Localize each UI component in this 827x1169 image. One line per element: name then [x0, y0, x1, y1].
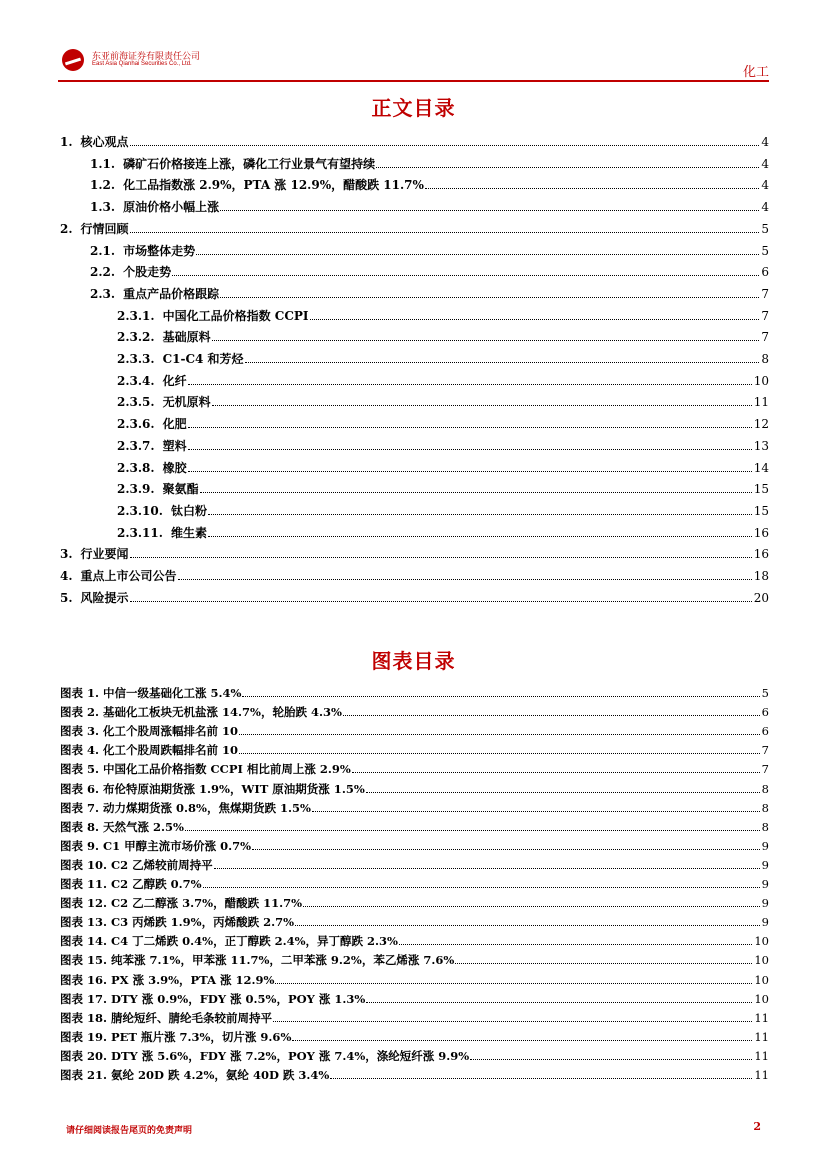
dot-leader [366, 1002, 752, 1003]
dot-leader [196, 254, 759, 255]
toc-entry-page: 9 [761, 857, 769, 872]
toc-entry-number: 2.1. [90, 243, 116, 258]
dot-leader [239, 753, 760, 754]
toc-entry-page: 5 [761, 221, 769, 236]
toc-entry-number: 图表 3. [60, 724, 100, 739]
toc-entry-page: 10 [754, 934, 769, 949]
toc-entry-title: DTY 涨 0.9%，FDY 涨 0.5%，POY 涨 1.3% [111, 991, 366, 1006]
dot-leader [470, 1059, 752, 1060]
dot-leader [200, 492, 752, 493]
toc-entry-page: 14 [753, 460, 769, 475]
dot-leader [208, 514, 752, 515]
toc-entry[interactable] [90, 259, 769, 279]
toc-entry-title: C1-C4 和芳烃 [162, 352, 244, 366]
dot-leader [188, 449, 752, 450]
toc-entry-page: 6 [761, 724, 769, 739]
dot-leader [130, 232, 760, 233]
toc-entry-page: 16 [753, 547, 769, 562]
toc-entry[interactable] [117, 389, 769, 409]
figure-toc-entry[interactable] [60, 699, 769, 719]
toc-entry-number: 图表 2. [60, 705, 100, 720]
toc-entry-number: 图表 18. [60, 1010, 108, 1025]
dot-leader [310, 319, 760, 320]
toc-entry-title: 个股走势 [123, 265, 172, 280]
toc-entry[interactable] [90, 172, 769, 192]
toc-entry-title: C2 乙二醇涨 3.7%，醋酸跌 11.7% [111, 896, 303, 911]
dot-leader [212, 340, 760, 341]
company-name: 东亚前海证券有限责任公司 [92, 52, 201, 62]
dot-leader [203, 887, 760, 888]
figure-toc-entry[interactable] [60, 1062, 769, 1082]
toc-entry-number: 2.3.10. [117, 503, 163, 518]
toc-entry-page: 5 [761, 243, 769, 258]
toc-entry-number: 1. [60, 135, 73, 149]
company-logo-icon [62, 49, 84, 71]
toc-entry-title: 塑料 [162, 438, 187, 453]
toc-entry-number: 4. [60, 569, 73, 583]
toc-entry-number: 图表 21. [60, 1068, 108, 1082]
toc-entry-title: 基础化工板块无机盐涨 14.7%，轮胎跌 4.3% [103, 705, 342, 720]
dot-leader [214, 868, 760, 869]
toc-entry-title: 风险提示 [80, 590, 129, 605]
toc-entry-page: 11 [754, 1048, 769, 1063]
toc-entry[interactable] [117, 411, 769, 431]
toc-entry[interactable] [117, 303, 769, 323]
toc-entry-title: 中国化工品价格指数 CCPI 相比前周上涨 2.9% [103, 762, 351, 777]
toc-entry-number: 5. [60, 590, 73, 605]
toc-entry-page: 8 [761, 781, 769, 796]
toc-entry-title: 基础原料 [162, 330, 211, 345]
toc-entry-page: 8 [761, 819, 769, 834]
toc-entry-page: 10 [753, 373, 769, 388]
toc-entry-title: PX 涨 3.9%，PTA 涨 12.9% [111, 972, 275, 987]
toc-entry-number: 图表 6. [60, 781, 100, 796]
dot-leader [188, 384, 752, 385]
toc-entry-page: 8 [761, 800, 769, 815]
dot-leader [352, 772, 760, 773]
figure-toc-entry[interactable] [60, 890, 769, 910]
dot-leader [130, 145, 760, 146]
dot-leader [220, 210, 759, 211]
toc-entry-title: 布伦特原油期货涨 1.9%，WIT 原油期货涨 1.5% [103, 781, 365, 796]
dot-leader [399, 944, 752, 945]
dot-leader [188, 427, 752, 428]
toc-entry-number: 2.3.2. [117, 330, 155, 345]
toc-entry[interactable] [90, 194, 769, 214]
dot-leader [376, 167, 759, 168]
dot-leader [425, 188, 759, 189]
figure-toc-entry[interactable] [60, 795, 769, 815]
toc-entry-number: 2.3.9. [117, 482, 155, 497]
dot-leader [252, 849, 760, 850]
toc-entry-title: 化肥 [162, 417, 187, 432]
toc-entry-page: 11 [754, 1029, 769, 1044]
toc-entry-page: 7 [761, 308, 769, 323]
main-toc-title: 正文目录 [371, 96, 456, 120]
toc-entry-number: 2.3.4. [117, 373, 155, 388]
figure-toc-entry[interactable] [60, 776, 769, 796]
toc-entry-title: 重点产品价格跟踪 [123, 286, 220, 301]
dot-leader [208, 536, 752, 537]
toc-entry-page: 4 [761, 135, 769, 149]
toc-entry-title: C1 甲醇主流市场价涨 0.7% [103, 838, 252, 853]
toc-entry-number: 2. [60, 221, 73, 236]
toc-entry-title: 化工品指数涨 2.9%，PTA 涨 12.9%，醋酸跌 11.7% [123, 178, 424, 193]
toc-entry-number: 2.3.5. [117, 395, 155, 410]
toc-entry-page: 15 [753, 482, 769, 497]
figure-toc-entry[interactable] [60, 1024, 769, 1044]
toc-entry-page: 7 [761, 743, 769, 758]
toc-entry-page: 13 [753, 438, 769, 453]
toc-entry-number: 2.3.8. [117, 460, 155, 475]
dot-leader [295, 925, 760, 926]
toc-entry-number: 图表 16. [60, 972, 108, 987]
figure-toc-entry[interactable] [60, 947, 769, 967]
toc-entry-page: 16 [753, 525, 769, 540]
page-header [0, 0, 827, 80]
toc-entry-title: C3 丙烯跌 1.9%，丙烯酸跌 2.7% [111, 915, 295, 930]
dot-leader [245, 362, 760, 363]
toc-entry-title: 重点上市公司公告 [80, 569, 177, 583]
figure-toc-entry[interactable] [60, 1043, 769, 1063]
toc-entry[interactable] [60, 129, 769, 149]
toc-entry-number: 图表 19. [60, 1029, 108, 1044]
toc-entry-number: 图表 5. [60, 762, 100, 777]
toc-entry[interactable] [117, 433, 769, 453]
toc-entry-title: 天然气涨 2.5% [103, 819, 184, 834]
figure-toc-entry[interactable] [60, 756, 769, 776]
toc-entry-page: 10 [754, 953, 769, 968]
toc-entry-title: C2 乙烯较前周持平 [111, 857, 213, 872]
toc-entry[interactable] [60, 563, 769, 583]
toc-entry[interactable] [117, 346, 769, 366]
toc-entry-page: 9 [761, 896, 769, 911]
dot-leader [312, 811, 760, 812]
toc-entry-page: 7 [761, 286, 769, 301]
toc-entry-title: 动力煤期货涨 0.8%，焦煤期货跌 1.5% [103, 800, 311, 815]
dot-leader [220, 297, 759, 298]
dot-leader [239, 734, 760, 735]
figure-toc-entry[interactable] [60, 986, 769, 1006]
toc-entry-number: 2.2. [90, 265, 116, 280]
dot-leader [188, 471, 752, 472]
toc-entry-number: 图表 17. [60, 991, 108, 1006]
figure-toc-entry[interactable] [60, 680, 769, 700]
dot-leader [130, 601, 752, 602]
toc-entry-title: 纯苯涨 7.1%，甲苯涨 11.7%，二甲苯涨 9.2%，苯乙烯涨 7.6% [111, 953, 455, 968]
toc-entry-page: 6 [761, 705, 769, 720]
toc-entry-number: 图表 13. [60, 915, 108, 930]
toc-entry[interactable] [117, 498, 769, 518]
toc-entry-page: 9 [761, 877, 769, 891]
toc-entry-page: 4 [761, 156, 769, 171]
toc-entry-page: 9 [761, 838, 769, 853]
figure-toc-entry[interactable] [60, 852, 769, 872]
toc-entry-title: 化工个股周跌幅排名前 10 [103, 743, 239, 758]
toc-entry[interactable] [117, 520, 769, 540]
toc-entry-page: 6 [761, 265, 769, 280]
page-number: 2 [753, 1120, 761, 1133]
toc-entry-page: 4 [761, 200, 769, 215]
toc-entry-number: 2.3.6. [117, 417, 155, 432]
toc-entry-page: 7 [761, 762, 769, 777]
figure-toc-title: 图表目录 [371, 649, 456, 673]
toc-entry-number: 图表 11. [60, 877, 108, 891]
toc-entry[interactable] [90, 238, 769, 258]
toc-entry-number: 图表 12. [60, 896, 108, 911]
header-divider [58, 80, 769, 82]
figure-toc-entry[interactable] [60, 718, 769, 738]
figure-toc-entry[interactable] [60, 1005, 769, 1025]
toc-entry[interactable] [117, 368, 769, 388]
toc-entry-title: 化纤 [162, 373, 187, 388]
toc-entry-page: 11 [754, 1068, 769, 1082]
toc-entry-title: 原油价格小幅上涨 [123, 200, 220, 215]
toc-entry-page: 4 [761, 178, 769, 193]
toc-entry-title: 行业要闻 [80, 547, 129, 562]
section-label: 化工 [742, 65, 769, 80]
toc-entry-number: 图表 9. [60, 838, 100, 853]
dot-leader [273, 1021, 752, 1022]
toc-entry-number: 2.3.3. [117, 352, 155, 366]
dot-leader [185, 830, 760, 831]
toc-entry-title: 氨纶 20D 跌 4.2%，氨纶 40D 跌 3.4% [111, 1068, 330, 1082]
toc-entry[interactable] [60, 585, 769, 605]
dot-leader [455, 963, 752, 964]
toc-entry-number: 3. [60, 547, 73, 562]
toc-entry[interactable] [90, 281, 769, 301]
toc-entry-title: PET 瓶片涨 7.3%，切片涨 9.6% [111, 1029, 292, 1044]
figure-toc-entry[interactable] [60, 871, 769, 891]
figure-toc-entry[interactable] [60, 909, 769, 929]
toc-entry-title: DTY 涨 5.6%，FDY 涨 7.2%，POY 涨 7.4%，涤纶短纤涨 9.9% [111, 1048, 470, 1063]
toc-entry[interactable] [117, 324, 769, 344]
toc-entry-title: 化工个股周涨幅排名前 10 [103, 724, 239, 739]
toc-entry-title: 维生素 [170, 525, 207, 540]
toc-entry-number: 图表 8. [60, 819, 100, 834]
toc-entry-number: 图表 1. [60, 686, 100, 700]
toc-entry-number: 图表 14. [60, 934, 108, 949]
dot-leader [330, 1078, 752, 1079]
footer-disclaimer: 请仔细阅读报告尾页的免责声明 [66, 1126, 193, 1136]
toc-entry-number: 2.3.11. [117, 525, 163, 540]
toc-entry-title: 磷矿石价格接连上涨，磷化工行业景气有望持续 [123, 156, 376, 171]
toc-entry-number: 图表 7. [60, 800, 100, 815]
toc-entry-title: 钛白粉 [170, 503, 207, 518]
toc-entry-page: 10 [754, 991, 769, 1006]
toc-entry-number: 1.1. [90, 156, 116, 171]
toc-entry-number: 图表 4. [60, 743, 100, 758]
figure-toc-entry[interactable] [60, 833, 769, 853]
dot-leader [343, 715, 760, 716]
dot-leader [366, 792, 760, 793]
toc-entry-number: 图表 15. [60, 953, 108, 968]
toc-entry-title: 无机原料 [162, 395, 211, 410]
dot-leader [303, 906, 760, 907]
toc-entry-page: 8 [761, 352, 769, 366]
toc-entry[interactable] [60, 541, 769, 561]
dot-leader [212, 405, 752, 406]
toc-entry-number: 1.3. [90, 200, 116, 215]
toc-entry-number: 图表 20. [60, 1048, 108, 1063]
company-name-en: East Asia Qianhai Securities Co., Ltd. [92, 61, 192, 67]
toc-entry-title: C2 乙醇跌 0.7% [111, 877, 202, 891]
toc-entry-page: 12 [753, 417, 769, 432]
dot-leader [130, 557, 752, 558]
toc-entry-title: 橡胶 [162, 460, 187, 475]
dot-leader [242, 696, 759, 697]
toc-entry[interactable] [117, 476, 769, 496]
toc-entry[interactable] [117, 455, 769, 475]
toc-entry-page: 5 [761, 686, 769, 700]
figure-toc-entry[interactable] [60, 967, 769, 987]
toc-entry-title: 腈纶短纤、腈纶毛条较前周持平 [111, 1010, 273, 1025]
figure-toc-entry[interactable] [60, 737, 769, 757]
figure-toc-entry[interactable] [60, 928, 769, 948]
toc-entry-page: 10 [754, 972, 769, 987]
toc-entry-number: 2.3.7. [117, 438, 155, 453]
toc-entry-page: 11 [754, 1010, 769, 1025]
toc-entry-title: 市场整体走势 [123, 243, 196, 258]
toc-entry-title: 行情回顾 [80, 221, 129, 236]
toc-entry-number: 图表 10. [60, 857, 108, 872]
toc-entry[interactable] [60, 216, 769, 236]
dot-leader [172, 275, 759, 276]
toc-entry-title: 核心观点 [80, 135, 129, 149]
toc-entry-number: 2.3. [90, 286, 116, 301]
toc-entry-page: 18 [753, 569, 769, 583]
dot-leader [275, 983, 752, 984]
toc-entry-title: 中信一级基础化工涨 5.4% [103, 686, 242, 700]
toc-entry-page: 15 [753, 503, 769, 518]
toc-entry-title: C4 丁二烯跌 0.4%，正丁醇跌 2.4%，异丁醇跌 2.3% [111, 934, 398, 949]
toc-entry-number: 1.2. [90, 178, 116, 193]
dot-leader [178, 579, 752, 580]
figure-toc-entry[interactable] [60, 814, 769, 834]
toc-entry-page: 20 [753, 590, 769, 605]
toc-entry-page: 9 [761, 915, 769, 930]
dot-leader [292, 1040, 752, 1041]
toc-entry[interactable] [90, 151, 769, 171]
toc-entry-title: 聚氨酯 [162, 482, 199, 497]
toc-entry-page: 7 [761, 330, 769, 345]
toc-entry-page: 11 [753, 395, 769, 410]
toc-entry-title: 中国化工品价格指数 CCPI [162, 308, 309, 323]
toc-entry-number: 2.3.1. [117, 308, 155, 323]
